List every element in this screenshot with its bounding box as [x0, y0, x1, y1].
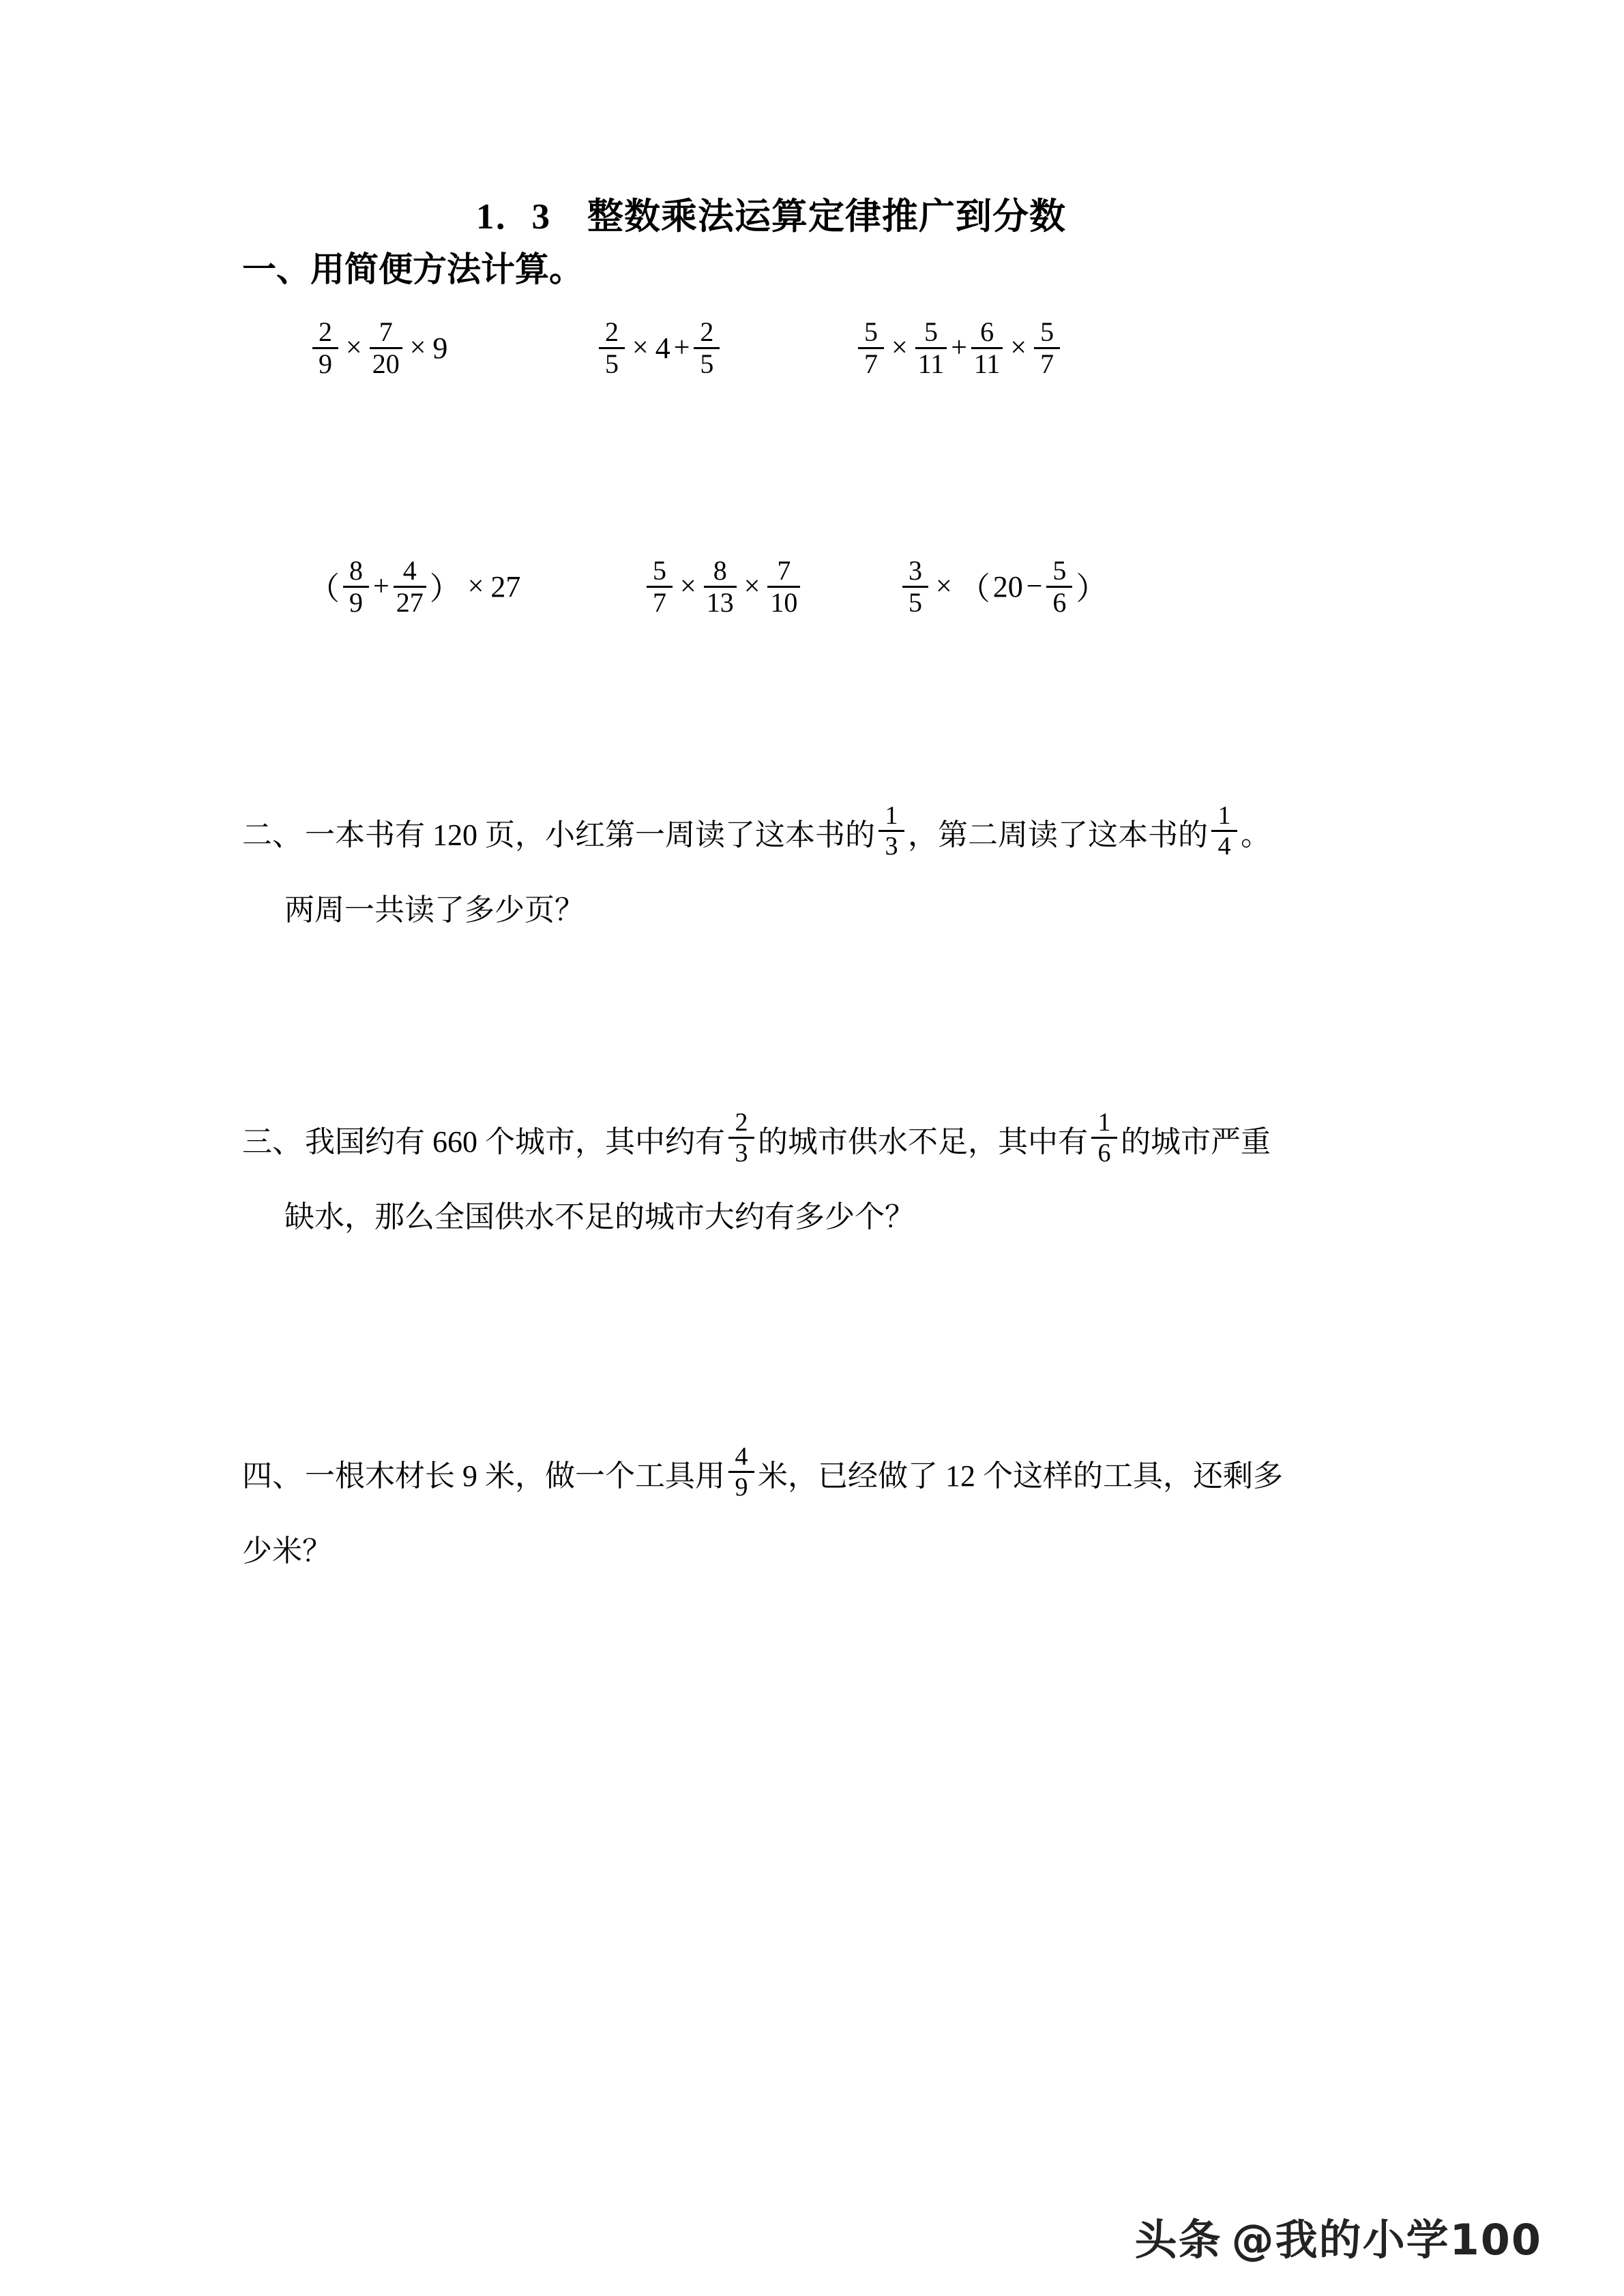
problem-3-line-1 [242, 1101, 1402, 1176]
problem-2-text-c: 。 [1241, 818, 1271, 852]
operator-multiply: × [409, 332, 426, 363]
operator-minus: − [1026, 571, 1043, 602]
fraction-numerator: 5 [653, 554, 666, 586]
fraction-numerator: 2 [735, 1107, 748, 1137]
operator-multiply: × [346, 332, 362, 363]
fraction-numerator: 2 [700, 316, 714, 347]
fraction-1-6 [1091, 1109, 1117, 1166]
problem-2 [242, 794, 1402, 944]
fraction-denominator: 7 [1040, 348, 1054, 379]
problem-2-question: 两周一共读了多少页？ [284, 893, 585, 927]
whole-number: 4 [655, 331, 670, 365]
problem-3-text-c: 的城市严重 [1121, 1125, 1271, 1159]
problem-3-text-a: 我国约有 660 个城市，其中约有 [305, 1125, 725, 1159]
fraction-numerator: 7 [777, 554, 791, 586]
fraction-denominator: 3 [885, 831, 898, 861]
fraction-7-20 [370, 318, 402, 378]
whole-number: 20 [992, 569, 1023, 603]
fraction-2-9 [312, 318, 338, 378]
expression-4 [307, 554, 522, 618]
fraction-numerator: 7 [379, 316, 393, 347]
watermark [1135, 2206, 1542, 2267]
operator-multiply: × [936, 571, 952, 602]
operator-multiply: × [743, 571, 761, 602]
operator-multiply: × [680, 571, 696, 602]
watermark-brand: 头条 [1134, 2215, 1222, 2265]
right-paren: ） [429, 571, 461, 606]
fraction-numerator: 5 [1040, 316, 1054, 347]
whole-number: 9 [432, 331, 448, 365]
operator-plus: + [673, 332, 690, 363]
fraction-numerator: 2 [605, 316, 619, 347]
problem-4-line-2 [242, 1510, 1402, 1585]
fraction-5-7 [647, 554, 673, 618]
right-paren: ） [1076, 571, 1108, 606]
problem-3-line-2 [242, 1176, 1402, 1251]
fraction-5-11 [915, 318, 947, 378]
fraction-denominator: 6 [1052, 586, 1067, 618]
operator-multiply: × [467, 571, 484, 602]
expression-3 [856, 318, 1062, 378]
fraction-4-9 [728, 1444, 754, 1500]
fraction-numerator: 8 [349, 554, 363, 586]
operator-plus: + [373, 571, 389, 602]
left-paren: （ [308, 571, 340, 606]
fraction-numerator: 4 [735, 1442, 748, 1471]
problem-3-question: 缺水，那么全国供水不足的城市大约有多少个？ [284, 1200, 915, 1234]
fraction-denominator: 5 [700, 348, 714, 379]
problem-4-question: 少米？ [242, 1534, 332, 1568]
fraction-numerator: 5 [864, 316, 878, 347]
fraction-denominator: 4 [1217, 831, 1231, 861]
problem-2-line-1 [242, 794, 1402, 869]
fraction-numerator: 8 [713, 554, 727, 586]
fraction-numerator: 1 [1217, 801, 1231, 830]
fraction-numerator: 1 [1097, 1107, 1111, 1137]
fraction-denominator: 7 [864, 348, 878, 379]
problem-3-text-b: 的城市供水不足，其中有 [758, 1125, 1088, 1159]
expression-2 [597, 318, 722, 378]
operator-plus: + [951, 332, 967, 363]
operator-multiply: × [891, 332, 908, 363]
fraction-8-9 [343, 554, 369, 618]
fraction-denominator: 6 [1097, 1138, 1111, 1167]
fraction-4-27 [394, 554, 426, 618]
fraction-denominator: 9 [349, 586, 363, 618]
expression-6 [900, 554, 1108, 618]
fraction-5-7-b [1034, 318, 1060, 378]
fraction-2-3 [728, 1109, 754, 1166]
problem-4-marker: 四、 [242, 1459, 302, 1493]
fraction-numerator: 5 [1052, 554, 1067, 586]
problem-2-line-2 [242, 869, 1402, 944]
fraction-denominator: 13 [706, 586, 734, 618]
fraction-1-3 [879, 803, 904, 859]
fraction-denominator: 11 [917, 348, 945, 379]
problem-2-text-b: ，第二周读了这本书的 [908, 818, 1208, 852]
fraction-numerator: 2 [319, 316, 332, 347]
operator-multiply: × [1010, 332, 1027, 363]
fraction-3-5 [902, 554, 928, 618]
operator-multiply: × [632, 332, 649, 363]
problem-3-marker: 三、 [242, 1125, 302, 1159]
fraction-numerator: 1 [885, 801, 898, 830]
fraction-denominator: 5 [909, 586, 922, 618]
fraction-1-4 [1211, 803, 1237, 859]
fraction-denominator: 9 [319, 348, 332, 379]
fraction-denominator: 11 [973, 348, 1001, 379]
fraction-numerator: 5 [924, 316, 938, 347]
fraction-6-11 [971, 318, 1003, 378]
page-title: 1．3 整数乘法运算定律推广到分数 [476, 197, 1066, 237]
expression-1 [310, 318, 449, 378]
fraction-2-5-b [694, 318, 720, 378]
fraction-numerator: 4 [402, 554, 417, 586]
fraction-denominator: 3 [735, 1138, 748, 1167]
fraction-numerator: 6 [980, 316, 994, 347]
fraction-8-13 [704, 554, 737, 618]
whole-number: 27 [490, 569, 521, 603]
expression-row-1 [242, 300, 1402, 396]
watermark-account: @我的小学100 [1231, 2215, 1542, 2265]
fraction-2-5 [599, 318, 625, 378]
fraction-denominator: 9 [735, 1472, 748, 1502]
problem-2-marker: 二、 [242, 818, 302, 852]
fraction-denominator: 7 [653, 586, 666, 618]
fraction-7-10 [767, 554, 800, 618]
fraction-denominator: 10 [770, 586, 798, 618]
fraction-denominator: 5 [605, 348, 619, 379]
fraction-denominator: 20 [372, 348, 400, 379]
fraction-denominator: 27 [396, 586, 424, 618]
problem-4-line-1 [242, 1435, 1402, 1510]
left-paren: （ [958, 571, 990, 606]
problem-4-text-b: 米，已经做了 12 个这样的工具，还剩多 [758, 1459, 1283, 1493]
expression-row-2 [242, 539, 1402, 634]
fraction-5-7 [858, 318, 884, 378]
fraction-5-6 [1046, 554, 1072, 618]
problem-4 [242, 1435, 1402, 1585]
section-1-heading: 一、用简便方法计算。 [242, 250, 583, 288]
problem-4-text-a: 一根木材长 9 米，做一个工具用 [305, 1459, 725, 1493]
expression-5 [645, 554, 802, 618]
fraction-numerator: 3 [909, 554, 922, 586]
problem-2-text-a: 一本书有 120 页，小红第一周读了这本书的 [305, 818, 875, 852]
problem-3 [242, 1101, 1402, 1251]
